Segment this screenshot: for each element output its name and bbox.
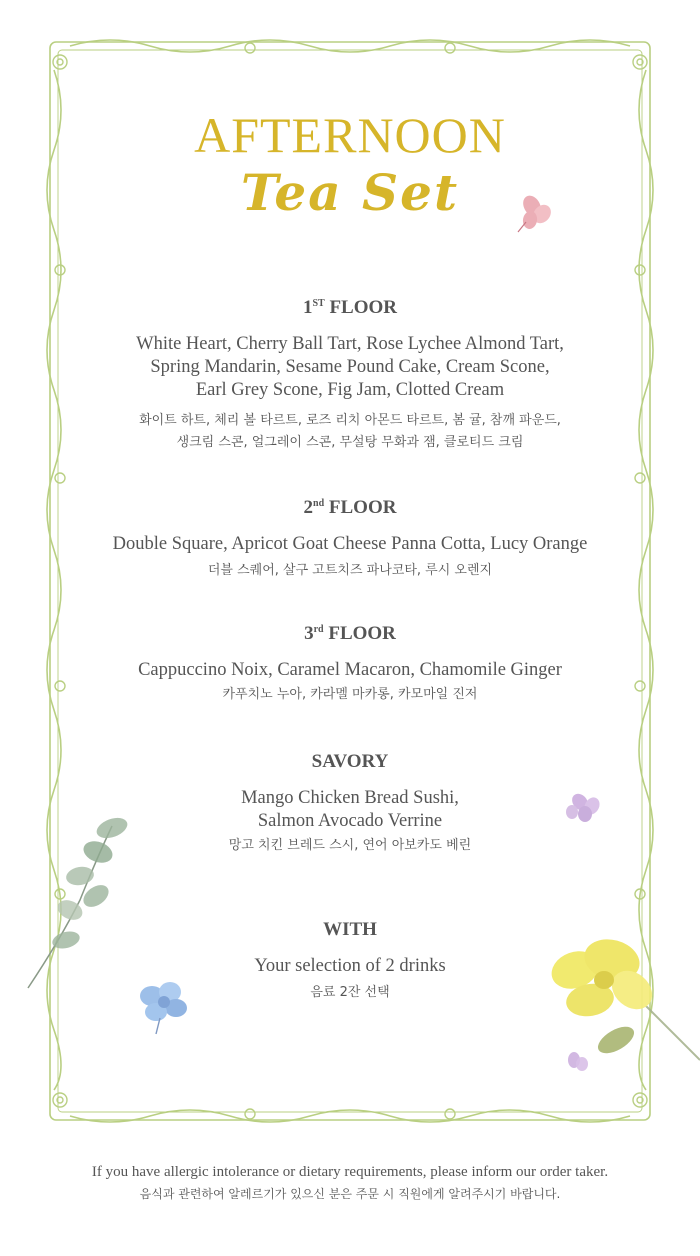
menu-items-en: Mango Chicken Bread Sushi, Salmon Avocado Verrine: [241, 787, 459, 831]
section-2nd-floor: [60, 498, 640, 582]
heading-3rd-floor: 3rd FLOOR: [304, 623, 396, 644]
heading-savory: SAVORY: [311, 751, 389, 772]
allergy-notice-en: If you have allergic intolerance or dietary requirements, please inform our order taker.: [91, 1164, 609, 1180]
menu-items-ko: 카푸치노 누아, 카라멜 마카롱, 카모마일 진저: [222, 686, 478, 702]
menu-items-en: Cappuccino Noix, Caramel Macaron, Chamomile Ginger: [138, 659, 562, 680]
heading-with: WITH: [323, 919, 377, 940]
allergy-notice-ko: 음식과 관련하여 알레르기가 있으신 분은 주문 시 직원에게 알려주시기 바랍니다.: [139, 1187, 561, 1201]
allergy-notice: [0, 1162, 700, 1204]
menu-items-en: White Heart, Cherry Ball Tart, Rose Lychee Almond Tart, Spring Mandarin, Sesame Pound Cake, Cream Scone, Earl Grey Scone, Fig Jam, Clotted Cream: [136, 333, 564, 400]
section-savory: [60, 752, 640, 857]
drinks-en: Your selection of 2 drinks: [254, 955, 446, 976]
menu-items-ko: 망고 치킨 브레드 스시, 연어 아보카도 베린: [228, 837, 472, 853]
heading-1st-floor: 1ST FLOOR: [302, 297, 398, 318]
heading-2nd-floor: 2nd FLOOR: [303, 497, 397, 518]
menu-items-ko: 더블 스퀘어, 살구 고트치즈 파나코타, 루시 오렌지: [207, 562, 493, 578]
drinks-ko: 음료 2잔 선택: [310, 984, 390, 1000]
menu-items-ko: 화이트 하트, 체리 볼 타르트, 로즈 리치 아몬드 타르트, 봄 귤, 참깨 파운드, 생크림 스콘, 얼그레이 스콘, 무설탕 무화과 잼, 클로티드 크림: [139, 412, 561, 450]
title-afternoon: AFTERNOON: [194, 107, 506, 163]
section-3rd-floor: [60, 624, 640, 706]
title-tea-set: Tea Set: [240, 163, 460, 222]
section-with: [60, 920, 640, 1004]
menu-items-en: Double Square, Apricot Goat Cheese Panna Cotta, Lucy Orange: [112, 533, 588, 554]
section-1st-floor: [60, 298, 640, 454]
